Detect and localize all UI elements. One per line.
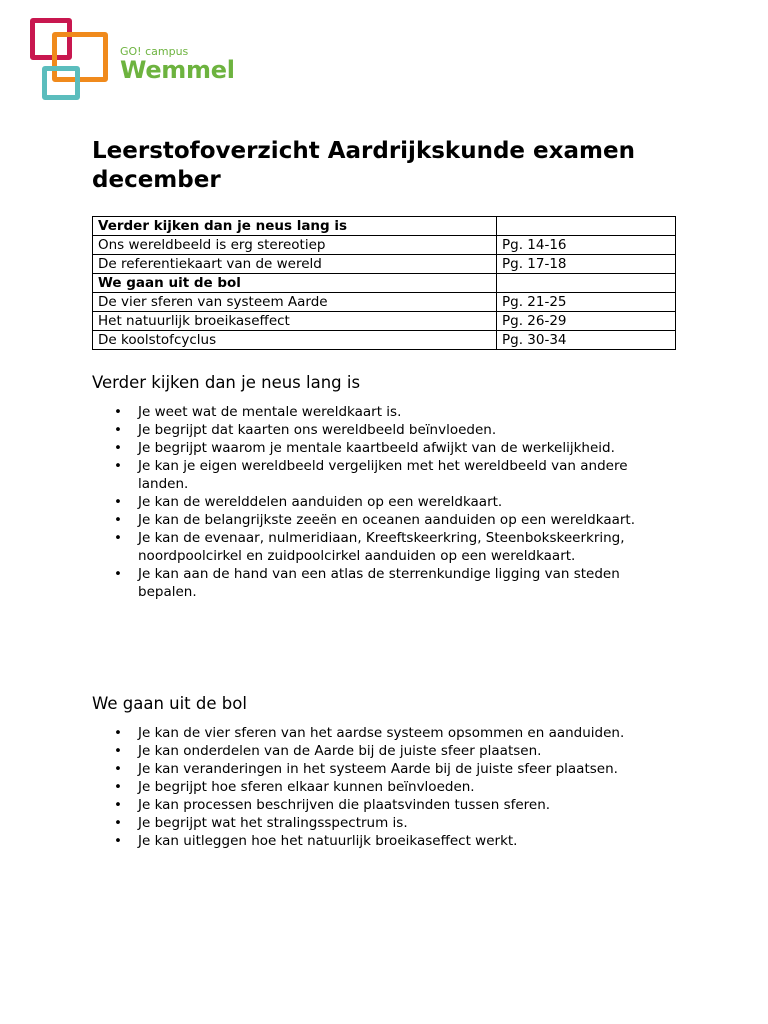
list-item-text: Je weet wat de mentale wereldkaart is. [138,404,402,420]
list-item [92,742,678,760]
overview-table-body [93,217,676,350]
table-topic-cell: We gaan uit de bol [93,274,497,293]
table-topic-cell: De vier sferen van systeem Aarde [93,293,497,312]
table-pages-cell: Pg. 30-34 [497,331,676,350]
list-item-text: Je kan de vier sferen van het aardse systeem opsommen en aanduiden. [138,725,625,741]
list-item-text: Je kan veranderingen in het systeem Aarde bij de juiste sfeer plaatsen. [138,761,618,777]
list-item [92,457,678,493]
bullet-icon: • [114,779,122,795]
list-item-text: Je kan de evenaar, nulmeridiaan, Kreeftskeerkring, Steenbokskeerkring, noordpoolcirkel en zuidpoolcirkel aanduiden op een wereldkaart. [138,530,625,564]
table-row [93,255,676,274]
list-item-text: Je kan je eigen wereldbeeld vergelijken met het wereldbeeld van andere landen. [138,458,628,492]
bullet-icon: • [114,725,122,741]
list-item-text: Je begrijpt waarom je mentale kaartbeeld afwijkt van de werkelijkheid. [138,440,615,456]
list-item-text: Je begrijpt wat het stralingsspectrum is. [138,815,408,831]
bullet-icon: • [114,512,122,528]
table-row [93,293,676,312]
list-item-text: Je begrijpt hoe sferen elkaar kunnen beïnvloeden. [138,779,475,795]
table-pages-cell: Pg. 14-16 [497,236,676,255]
bullet-icon: • [114,833,122,849]
list-item [92,403,678,421]
list-item-text: Je kan aan de hand van een atlas de sterrenkundige ligging van steden bepalen. [138,566,620,600]
bullet-icon: • [114,815,122,831]
section-heading-2: We gaan uit de bol [92,694,247,713]
table-topic-cell: De referentiekaart van de wereld [93,255,497,274]
goal-list-2 [92,724,692,850]
list-item [92,814,678,832]
list-item [92,511,678,529]
table-row [93,312,676,331]
list-item [92,796,678,814]
table-section-row [93,217,676,236]
list-item [92,760,678,778]
bullet-icon: • [114,566,122,582]
bullet-icon: • [114,458,122,474]
bullet-icon: • [114,404,122,420]
table-pages-cell [497,217,676,236]
table-topic-cell: Verder kijken dan je neus lang is [93,217,497,236]
logo-teal-square [42,66,80,100]
goal-list-1 [92,403,692,601]
list-item-text: Je begrijpt dat kaarten ons wereldbeeld beïnvloeden. [138,422,497,438]
table-row [93,236,676,255]
list-item [92,439,678,457]
list-item-text: Je kan processen beschrijven die plaatsvinden tussen sferen. [138,797,551,813]
bullet-icon: • [114,761,122,777]
table-pages-cell [497,274,676,293]
bullet-icon: • [114,494,122,510]
bullet-icon: • [114,797,122,813]
bullet-icon: • [114,440,122,456]
list-item-text: Je kan de belangrijkste zeeën en oceanen aanduiden op een wereldkaart. [138,512,636,528]
list-item [92,421,678,439]
list-item-text: Je kan onderdelen van de Aarde bij de juiste sfeer plaatsen. [138,743,542,759]
list-item [92,529,678,565]
table-topic-cell: De koolstofcyclus [93,331,497,350]
list-item [92,493,678,511]
table-pages-cell: Pg. 21-25 [497,293,676,312]
list-item [92,778,678,796]
section-heading-1: Verder kijken dan je neus lang is [92,373,361,392]
bullet-icon: • [114,530,122,546]
list-item-text: Je kan de werelddelen aanduiden op een wereldkaart. [138,494,503,510]
bullet-icon: • [114,422,122,438]
logo-city-text: Wemmel [120,56,235,84]
table-section-row [93,274,676,293]
list-item [92,832,678,850]
document-title: Leerstofoverzicht Aardrijkskunde examen december [92,138,635,193]
table-pages-cell: Pg. 17-18 [497,255,676,274]
list-item [92,565,678,601]
school-logo [28,16,238,104]
bullet-icon: • [114,743,122,759]
table-topic-cell: Het natuurlijk broeikaseffect [93,312,497,331]
list-item-text: Je kan uitleggen hoe het natuurlijk broeikaseffect werkt. [138,833,518,849]
table-row [93,331,676,350]
table-pages-cell: Pg. 26-29 [497,312,676,331]
table-topic-cell: Ons wereldbeeld is erg stereotiep [93,236,497,255]
list-item [92,724,678,742]
logo-campus-text: GO! campus [120,45,189,58]
overview-table [92,216,676,350]
